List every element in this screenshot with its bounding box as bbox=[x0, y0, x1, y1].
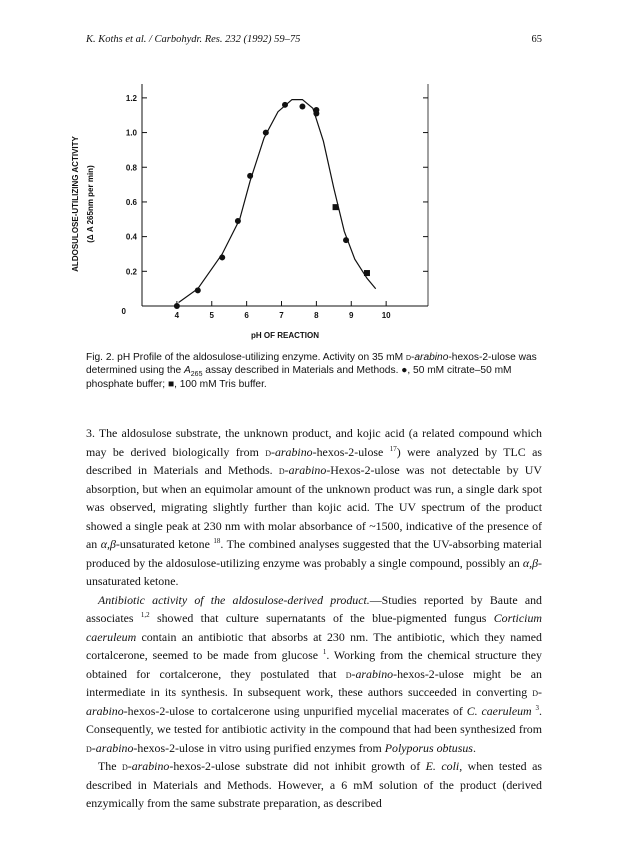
y-tick-label: 0 bbox=[121, 307, 126, 316]
paragraph-2 bbox=[86, 591, 542, 758]
x-axis-label: pH OF REACTION bbox=[251, 331, 319, 340]
tris-buffer-point bbox=[364, 270, 370, 276]
y-axis-label: ALDOSULOSE-UTILIZING ACTIVITY bbox=[71, 136, 80, 272]
tris-buffer-point bbox=[333, 204, 339, 210]
caption-text-run: 265 bbox=[190, 371, 203, 379]
text-run: α,β bbox=[522, 555, 539, 570]
text-run: E. coli bbox=[425, 759, 460, 773]
citrate-phosphate-point bbox=[247, 173, 253, 179]
citrate-phosphate-point bbox=[174, 303, 180, 309]
text-run: α,β bbox=[100, 537, 116, 551]
running-header bbox=[86, 34, 542, 50]
section-run-in-title: Antibiotic activity of the aldosulose-derived product. bbox=[98, 592, 370, 607]
y-tick-label: 0.6 bbox=[125, 197, 137, 207]
text-run: -Hexos-2-ulose was not detectable by UV absorption, but when an equimolar amount of the unknown product was run, a single dark spot was observed, migrating slightly further than kojic acid. The UV spectrum of the product showed a single peak at 230 nm with molar absorbance of ~1500, indicative of the presence of an bbox=[86, 463, 542, 551]
text-run: The bbox=[98, 759, 122, 773]
text-run: . bbox=[472, 740, 476, 755]
x-tick-label: 8 bbox=[314, 311, 319, 320]
text-run: arabino bbox=[86, 703, 124, 718]
text-run: arabino bbox=[274, 444, 313, 459]
figure-label: Fig. 2. bbox=[86, 352, 115, 363]
citation-ref: 3 bbox=[535, 703, 539, 712]
caption-text-run: d- bbox=[405, 352, 415, 363]
text-run: ) were analyzed by TLC as described in Materials and Methods. bbox=[86, 444, 542, 477]
citrate-phosphate-point bbox=[263, 130, 269, 136]
y-tick-label: 0.8 bbox=[125, 163, 137, 173]
y-tick-label: 0.2 bbox=[125, 267, 137, 277]
text-run: arabino bbox=[95, 740, 134, 755]
citrate-phosphate-point bbox=[195, 287, 201, 293]
citrate-phosphate-point bbox=[282, 102, 288, 108]
text-run: arabino bbox=[131, 759, 170, 773]
x-tick-label: 5 bbox=[209, 311, 214, 320]
text-run: Corticium caeruleum bbox=[86, 611, 542, 644]
caption-text-run: -hexos-2-ulose was determined using the bbox=[86, 352, 537, 377]
citation-ref: 1,2 bbox=[140, 611, 150, 620]
text-run: -hexos-2-ulose to cortalcerone using unpurified mycelial macerates of bbox=[123, 703, 467, 718]
citation-ref: 1 bbox=[322, 648, 327, 657]
citrate-phosphate-point bbox=[299, 104, 305, 110]
text-run: d- bbox=[121, 759, 132, 773]
y-axis-unit-label: (Δ A 265nm per min) bbox=[86, 165, 95, 243]
caption-text-run: pH Profile of the aldosulose-utilizing enzyme. Activity on 35 mM bbox=[117, 352, 406, 363]
x-tick-label: 7 bbox=[279, 311, 284, 320]
citrate-phosphate-point bbox=[343, 237, 349, 243]
text-run: , when tested as described in Materials and Methods. However, a 6 mM solution of the product (derived enzymically from the same substrate preparation, as described bbox=[86, 759, 542, 810]
y-tick-label: 1.2 bbox=[125, 93, 137, 103]
text-run: -hexos-2-ulose substrate did not inhibit growth of bbox=[169, 759, 426, 773]
text-run: -hexos-2-ulose in vitro using purified enzymes from bbox=[133, 740, 385, 755]
text-run: d- bbox=[532, 685, 542, 699]
text-run: -unsaturated ketone. bbox=[86, 555, 542, 588]
text-run: arabino bbox=[355, 666, 394, 681]
text-run: arabino bbox=[288, 463, 327, 477]
text-run: d- bbox=[345, 666, 356, 681]
text-run: —Studies reported by Baute and associates bbox=[86, 592, 542, 625]
page-number: 65 bbox=[531, 34, 542, 45]
caption-text-run: A bbox=[183, 365, 191, 377]
text-run: Polyporus obtusus bbox=[384, 740, 473, 755]
text-run: C. caeruleum bbox=[466, 703, 532, 718]
paragraph-1 bbox=[86, 424, 542, 591]
y-tick-label: 0.4 bbox=[125, 232, 137, 242]
text-run: -unsaturated ketone bbox=[115, 537, 214, 551]
text-run: . Working from the chemical structure they obtained for cortalcerone, they postulated that bbox=[86, 648, 542, 681]
text-run: d- bbox=[265, 444, 275, 459]
citrate-phosphate-point bbox=[235, 218, 241, 224]
citrate-phosphate-point bbox=[219, 254, 225, 260]
caption-text-run: arabino bbox=[414, 352, 449, 363]
x-tick-label: 6 bbox=[244, 311, 249, 320]
ph-profile-chart bbox=[66, 70, 446, 350]
x-tick-label: 10 bbox=[381, 311, 391, 320]
paragraph-3 bbox=[86, 757, 542, 813]
text-run: showed that culture supernatants of the blue-pigmented fungus bbox=[149, 611, 494, 625]
citrate-phosphate-point bbox=[313, 110, 319, 116]
y-tick-label: 1.0 bbox=[125, 128, 137, 138]
text-run: . The combined analyses suggested that the UV-absorbing material produced by the aldosulose-utilizing enzyme was probably a single compound, possibly an bbox=[86, 537, 542, 570]
text-run: 3. The aldosulose substrate, the unknown product, and kojic acid (a related compound which may be derived biologically from bbox=[86, 426, 542, 459]
citation-ref: 18 bbox=[213, 537, 221, 546]
x-tick-label: 4 bbox=[174, 311, 180, 320]
fitted-curve bbox=[179, 100, 376, 303]
citation-ref: 17 bbox=[389, 444, 397, 453]
body-text bbox=[86, 424, 542, 813]
text-run: -hexos-2-ulose might be an intermediate in its synthesis. In subsequent work, these authors succeeded in converting bbox=[86, 666, 542, 699]
text-run: . Consequently, we tested for antibiotic activity in the compound that had been synthesized from bbox=[86, 703, 542, 736]
text-run: contain an antibiotic that absorbs at 230 nm. The antibiotic, which they named cortalcerone, seemed to be made from glucose bbox=[86, 629, 542, 662]
figure-caption bbox=[86, 351, 542, 391]
x-tick-label: 9 bbox=[349, 311, 354, 320]
text-run: d- bbox=[278, 463, 289, 477]
text-run: -hexos-2-ulose bbox=[312, 444, 390, 459]
text-run: d- bbox=[86, 740, 96, 755]
caption-text-run: assay described in Materials and Methods. ●, 50 mM citrate–50 mM phosphate buffer; ■, 100 mM Tris buffer. bbox=[86, 365, 512, 390]
journal-citation: K. Koths et al. / Carbohydr. Res. 232 (1992) 59–75 bbox=[86, 34, 301, 45]
